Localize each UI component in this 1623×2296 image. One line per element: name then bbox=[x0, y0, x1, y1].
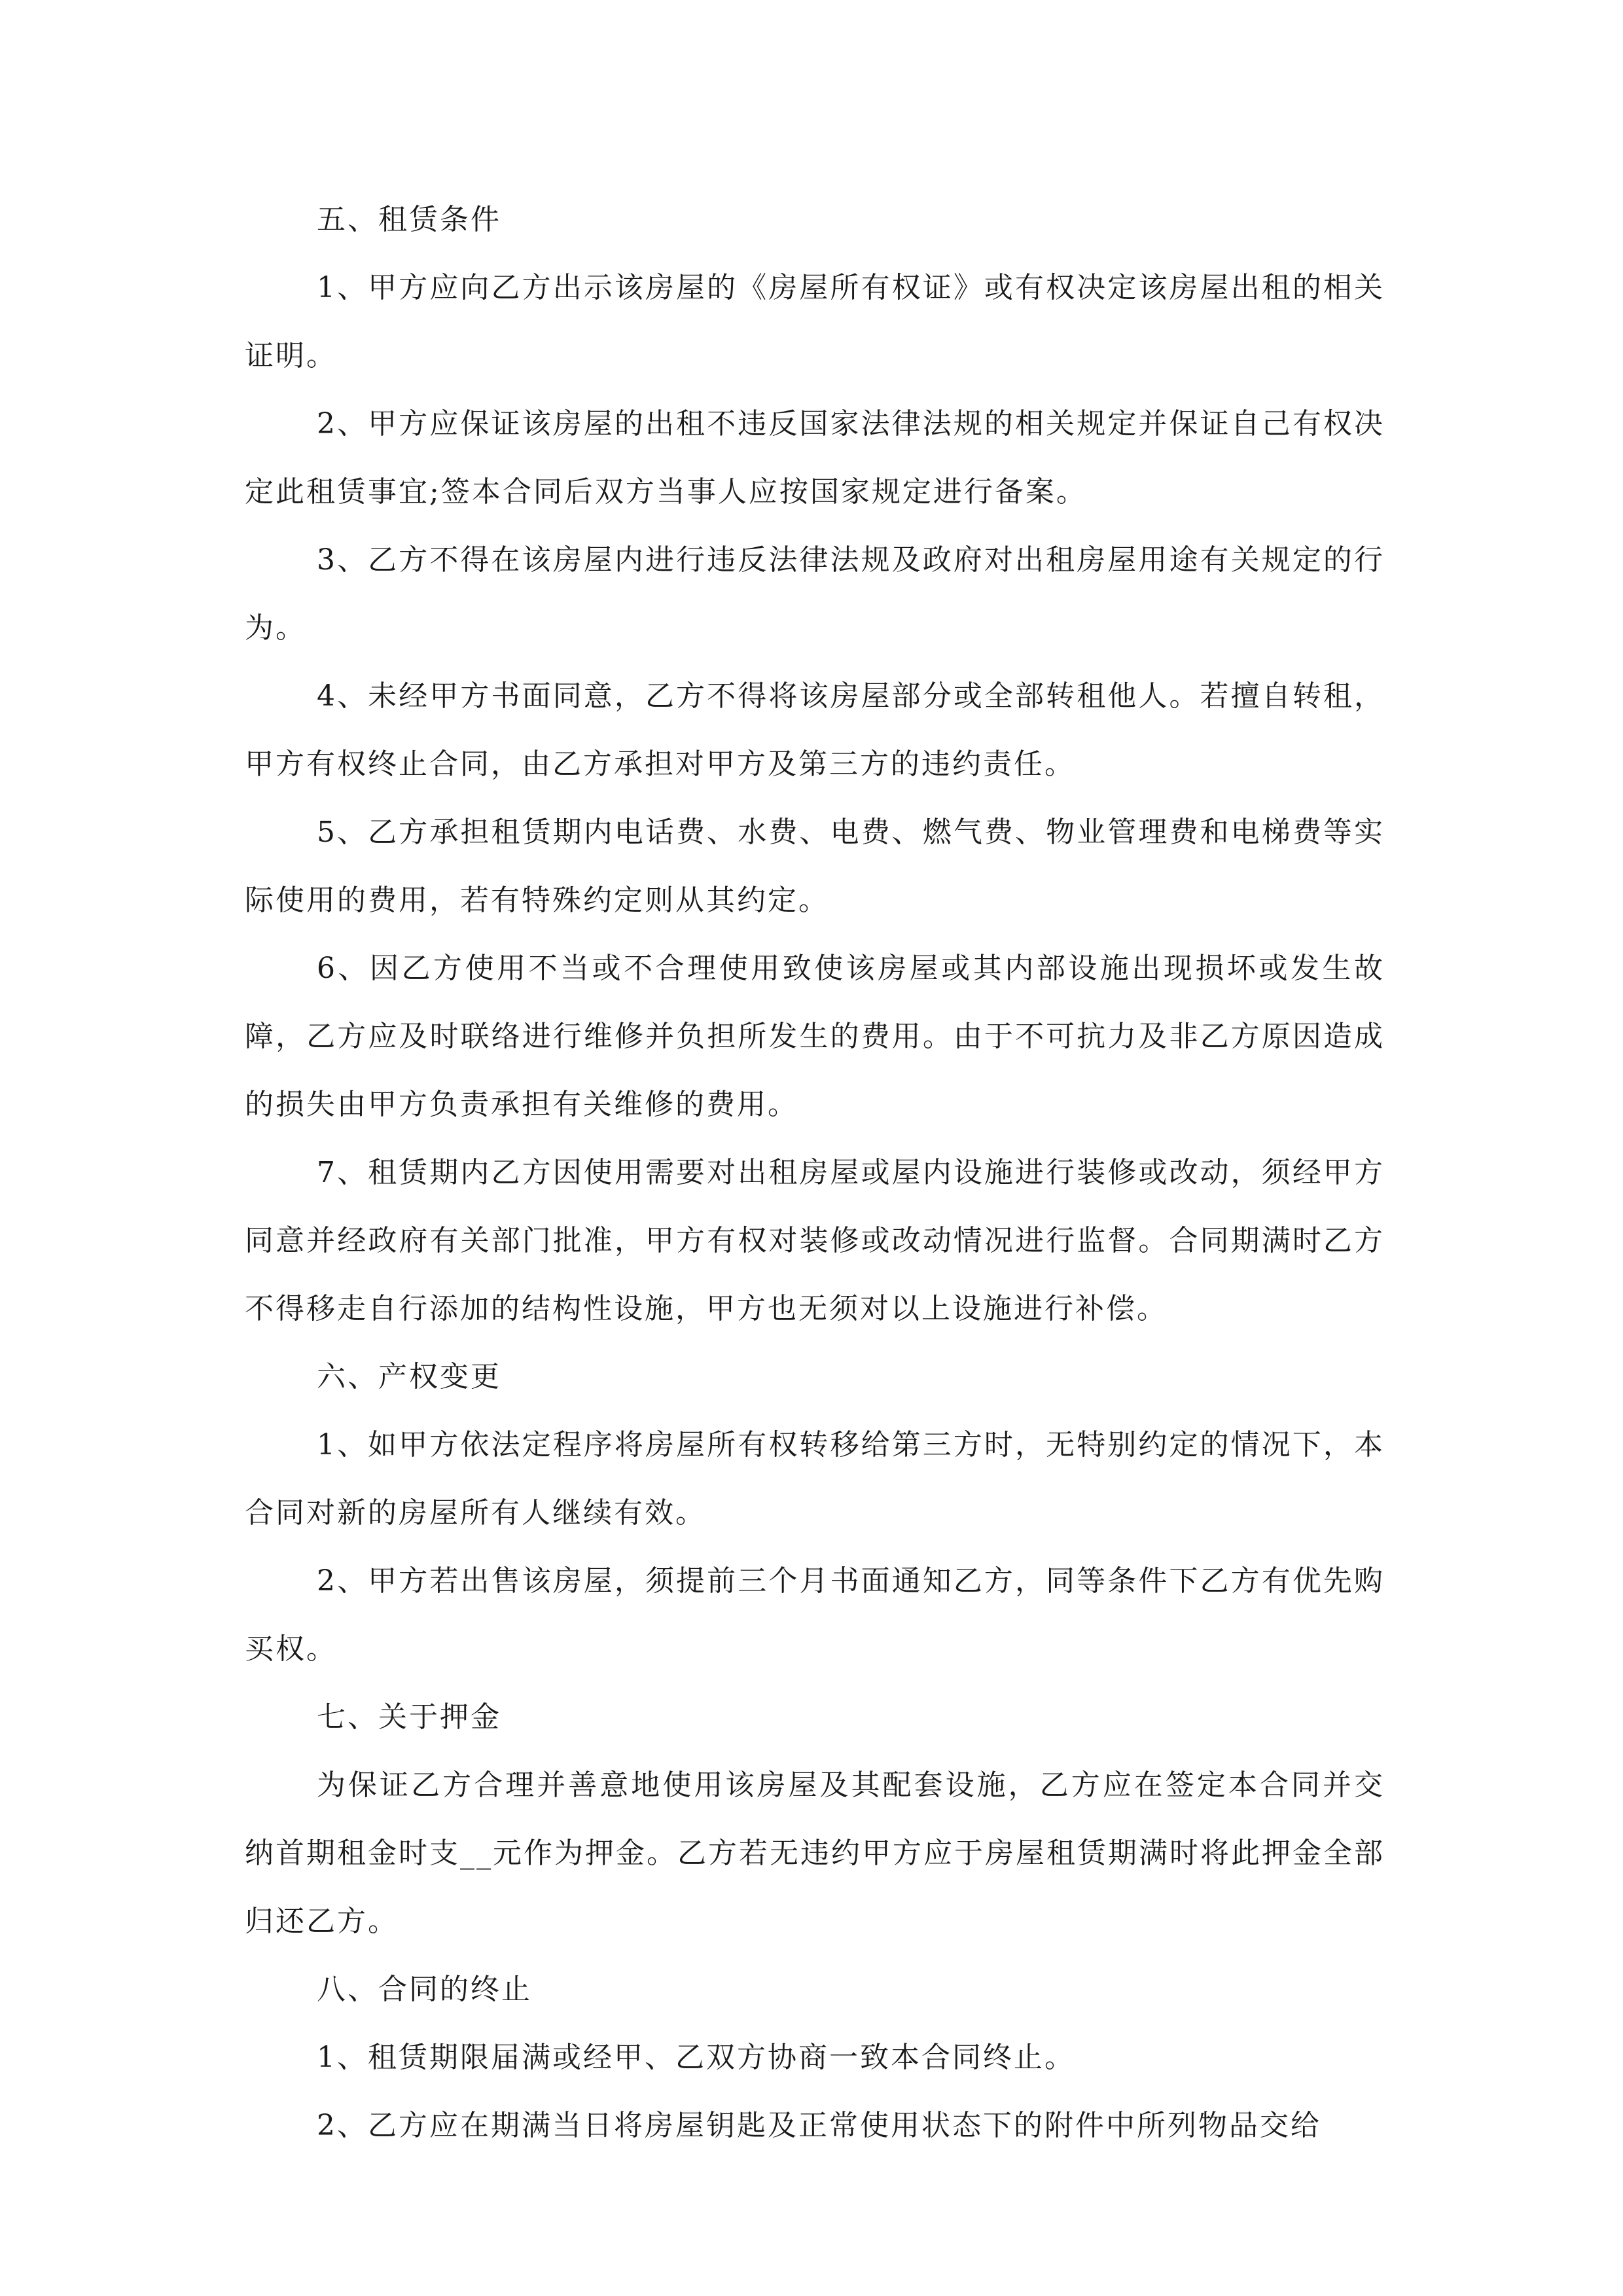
clause-paragraph: 1、如甲方依法定程序将房屋所有权转移给第三方时，无特别约定的情况下，本合同对新的房屋所有人继续有效。 bbox=[245, 1428, 1385, 1530]
clause-paragraph: 2、乙方应在期满当日将房屋钥匙及正常使用状态下的附件中所列物品交给 bbox=[317, 2109, 1321, 2142]
section-heading-five: 五、租赁条件 bbox=[317, 203, 501, 236]
section-heading-eight: 八、合同的终止 bbox=[317, 1973, 532, 2006]
clause-paragraph: 7、租赁期内乙方因使用需要对出租房屋或屋内设施进行装修或改动，须经甲方同意并经政府有关部门批准，甲方有权对装修或改动情况进行监督。合同期满时乙方不得移走自行添加的结构性设施，甲方也无须对以上设施进行补偿。 bbox=[245, 1156, 1385, 1325]
clause-paragraph: 6、因乙方使用不当或不合理使用致使该房屋或其内部设施出现损坏或发生故障，乙方应及时联络进行维修并负担所发生的费用。由于不可抗力及非乙方原因造成的损失由甲方负责承担有关维修的费用。 bbox=[245, 952, 1385, 1121]
clause-paragraph: 为保证乙方合理并善意地使用该房屋及其配套设施，乙方应在签定本合同并交纳首期租金时支__元作为押金。乙方若无违约甲方应于房屋租赁期满时将此押金全部归还乙方。 bbox=[245, 1768, 1385, 1938]
clause-paragraph: 1、甲方应向乙方出示该房屋的《房屋所有权证》或有权决定该房屋出租的相关证明。 bbox=[245, 271, 1385, 372]
section-heading-six: 六、产权变更 bbox=[317, 1360, 501, 1393]
section-heading-seven: 七、关于押金 bbox=[317, 1700, 501, 1734]
clause-paragraph: 2、甲方若出售该房屋，须提前三个月书面通知乙方，同等条件下乙方有优先购买权。 bbox=[245, 1564, 1385, 1666]
document-body bbox=[245, 186, 1385, 2160]
clause-paragraph: 1、租赁期限届满或经甲、乙双方协商一致本合同终止。 bbox=[317, 2041, 1075, 2074]
clause-paragraph: 3、乙方不得在该房屋内进行违反法律法规及政府对出租房屋用途有关规定的行为。 bbox=[245, 543, 1385, 645]
clause-paragraph: 2、甲方应保证该房屋的出租不违反国家法律法规的相关规定并保证自己有权决定此租赁事宜;签本合同后双方当事人应按国家规定进行备案。 bbox=[245, 407, 1385, 509]
clause-paragraph: 5、乙方承担租赁期内电话费、水费、电费、燃气费、物业管理费和电梯费等实际使用的费用，若有特殊约定则从其约定。 bbox=[245, 816, 1385, 917]
clause-paragraph: 4、未经甲方书面同意，乙方不得将该房屋部分或全部转租他人。若擅自转租，甲方有权终止合同，由乙方承担对甲方及第三方的违约责任。 bbox=[245, 679, 1385, 781]
